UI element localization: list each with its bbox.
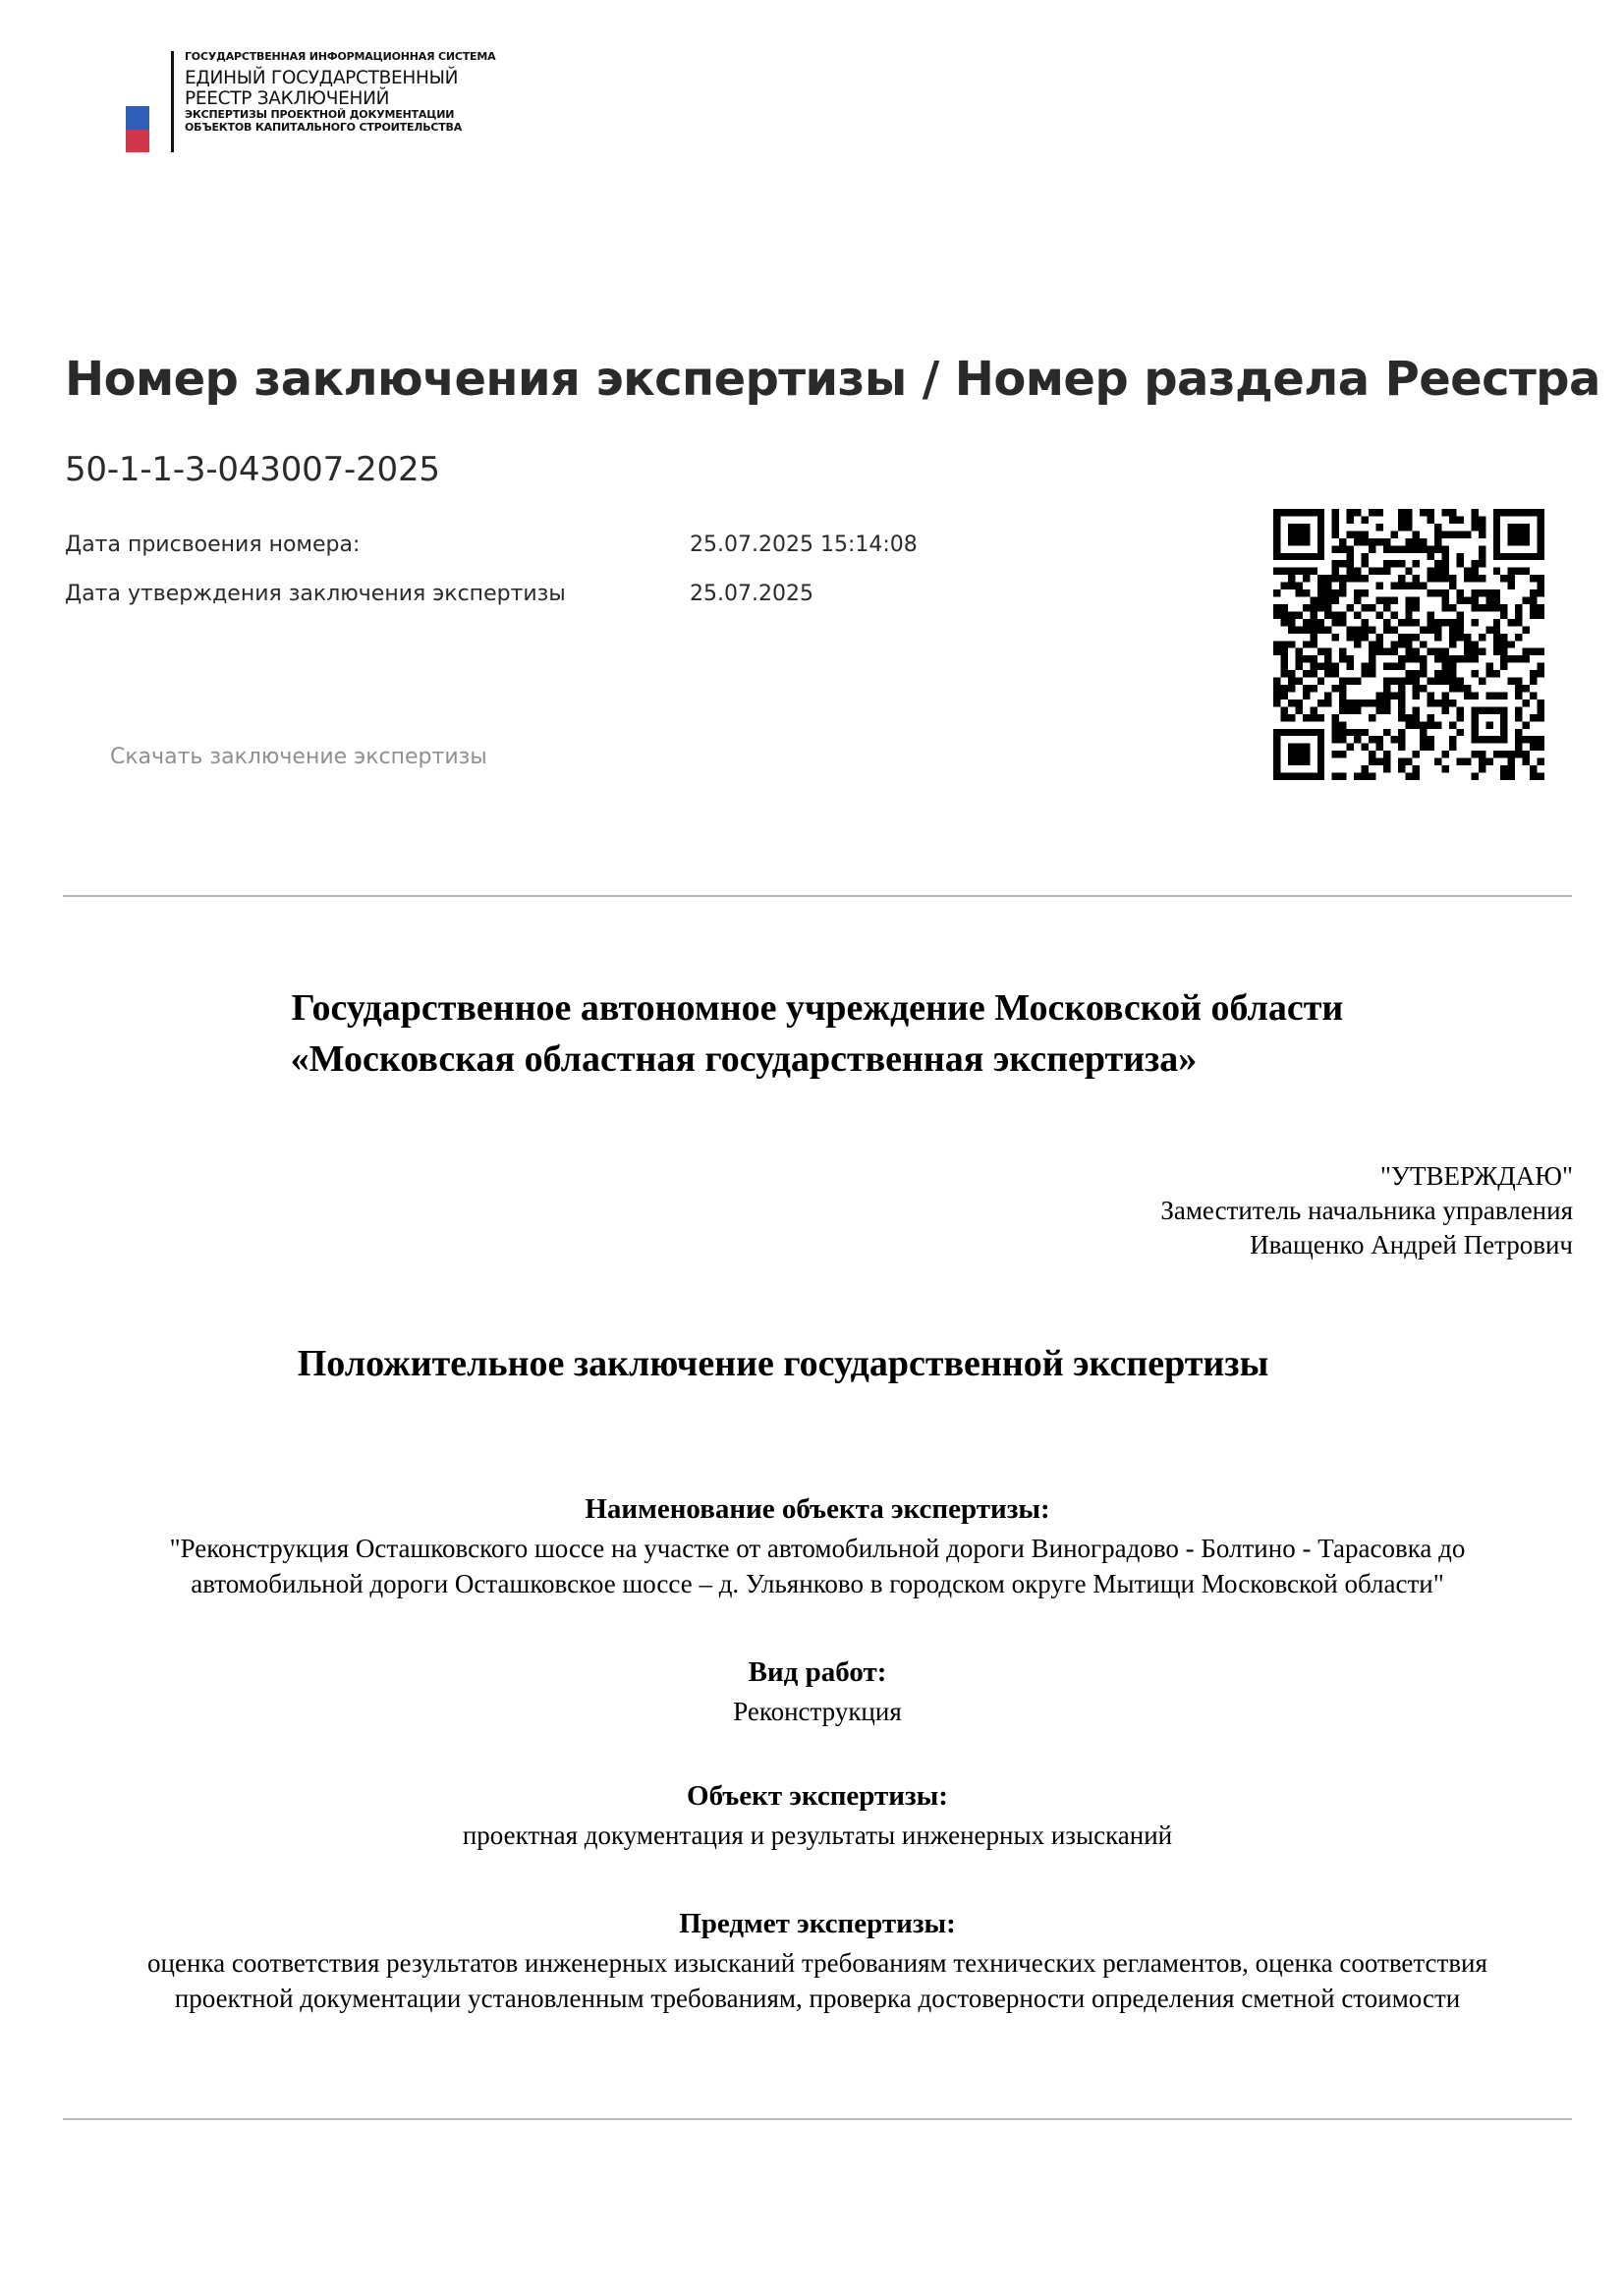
section-divider-top [63,895,1572,897]
approval-block [1160,1159,1573,1262]
download-conclusion-link[interactable]: Скачать заключение экспертизы [110,745,487,769]
russian-flag-icon [126,84,149,152]
approve-date-value: 25.07.2025 [690,582,813,606]
section-divider-bottom [63,2118,1572,2120]
approve-position: Заместитель начальника управления [1160,1196,1573,1225]
logo-divider [171,51,174,152]
logo-line-4: ЭКСПЕРТИЗЫ ПРОЕКТНОЙ ДОКУМЕНТАЦИИ [185,108,455,122]
work-type-section [63,1654,1572,1729]
approve-stamp: "УТВЕРЖДАЮ" [1379,1161,1573,1191]
assign-date-label: Дата присвоения номера: [65,532,361,557]
work-type-value: Реконструкция [733,1697,902,1726]
registry-title: Номер заключения экспертизы / Номер раздела Реестра [65,352,1600,407]
object-name-line-1: "Реконструкция Осташковского шоссе на участке от автомобильной дороги Виноградово - Болтино - Тарасовка до [169,1534,1466,1563]
logo-line-2: ЕДИНЫЙ ГОСУДАРСТВЕННЫЙ [185,67,459,88]
assign-date-value: 25.07.2025 15:14:08 [690,532,918,557]
approve-date-label: Дата утверждения заключения экспертизы [65,582,566,606]
expertise-subject-heading: Предмет экспертизы: [679,1908,956,1939]
approve-name: Иващенко Андрей Петрович [1250,1230,1573,1259]
logo-text [185,51,495,134]
logo-line-5: ОБЪЕКТОВ КАПИТАЛЬНОГО СТРОИТЕЛЬСТВА [185,120,463,134]
object-name-heading: Наименование объекта экспертизы: [585,1493,1050,1525]
expertise-subject-line-2: проектной документации установленным требованиям, проверка достоверности определения сметной стоимости [174,1984,1461,2013]
object-name-line-2: автомобильной дороги Осташковское шоссе – д. Ульянково в городском округе Мытищи Московской области" [191,1569,1444,1598]
organization-line-1: Государственное автономное учреждение Московской области [291,987,1344,1029]
gis-logo [126,51,499,151]
logo-line-3: РЕЕСТР ЗАКЛЮЧЕНИЙ [185,87,390,109]
conclusion-title: Положительное заключение государственной экспертизы [297,1343,1269,1384]
expertise-subject-section [63,1906,1572,2016]
expertise-subject-line-1: оценка соответствия результатов инженерных изысканий требованиям технических регламентов, оценка соответствия [147,1948,1487,1978]
work-type-heading: Вид работ: [748,1656,887,1688]
expertise-object-value: проектная документация и результаты инженерных изысканий [462,1820,1173,1850]
organization-line-2: «Московская областная государственная экспертиза» [290,1038,1198,1080]
expertise-object-heading: Объект экспертизы: [687,1780,948,1812]
qr-code-icon [1273,509,1544,780]
logo-line-1: ГОСУДАРСТВЕННАЯ ИНФОРМАЦИОННАЯ СИСТЕМА [185,50,496,63]
object-name-section [63,1491,1572,1601]
organization-name [63,982,1572,1085]
expertise-object-section [63,1778,1572,1853]
registry-number: 50-1-1-3-043007-2025 [65,450,440,489]
